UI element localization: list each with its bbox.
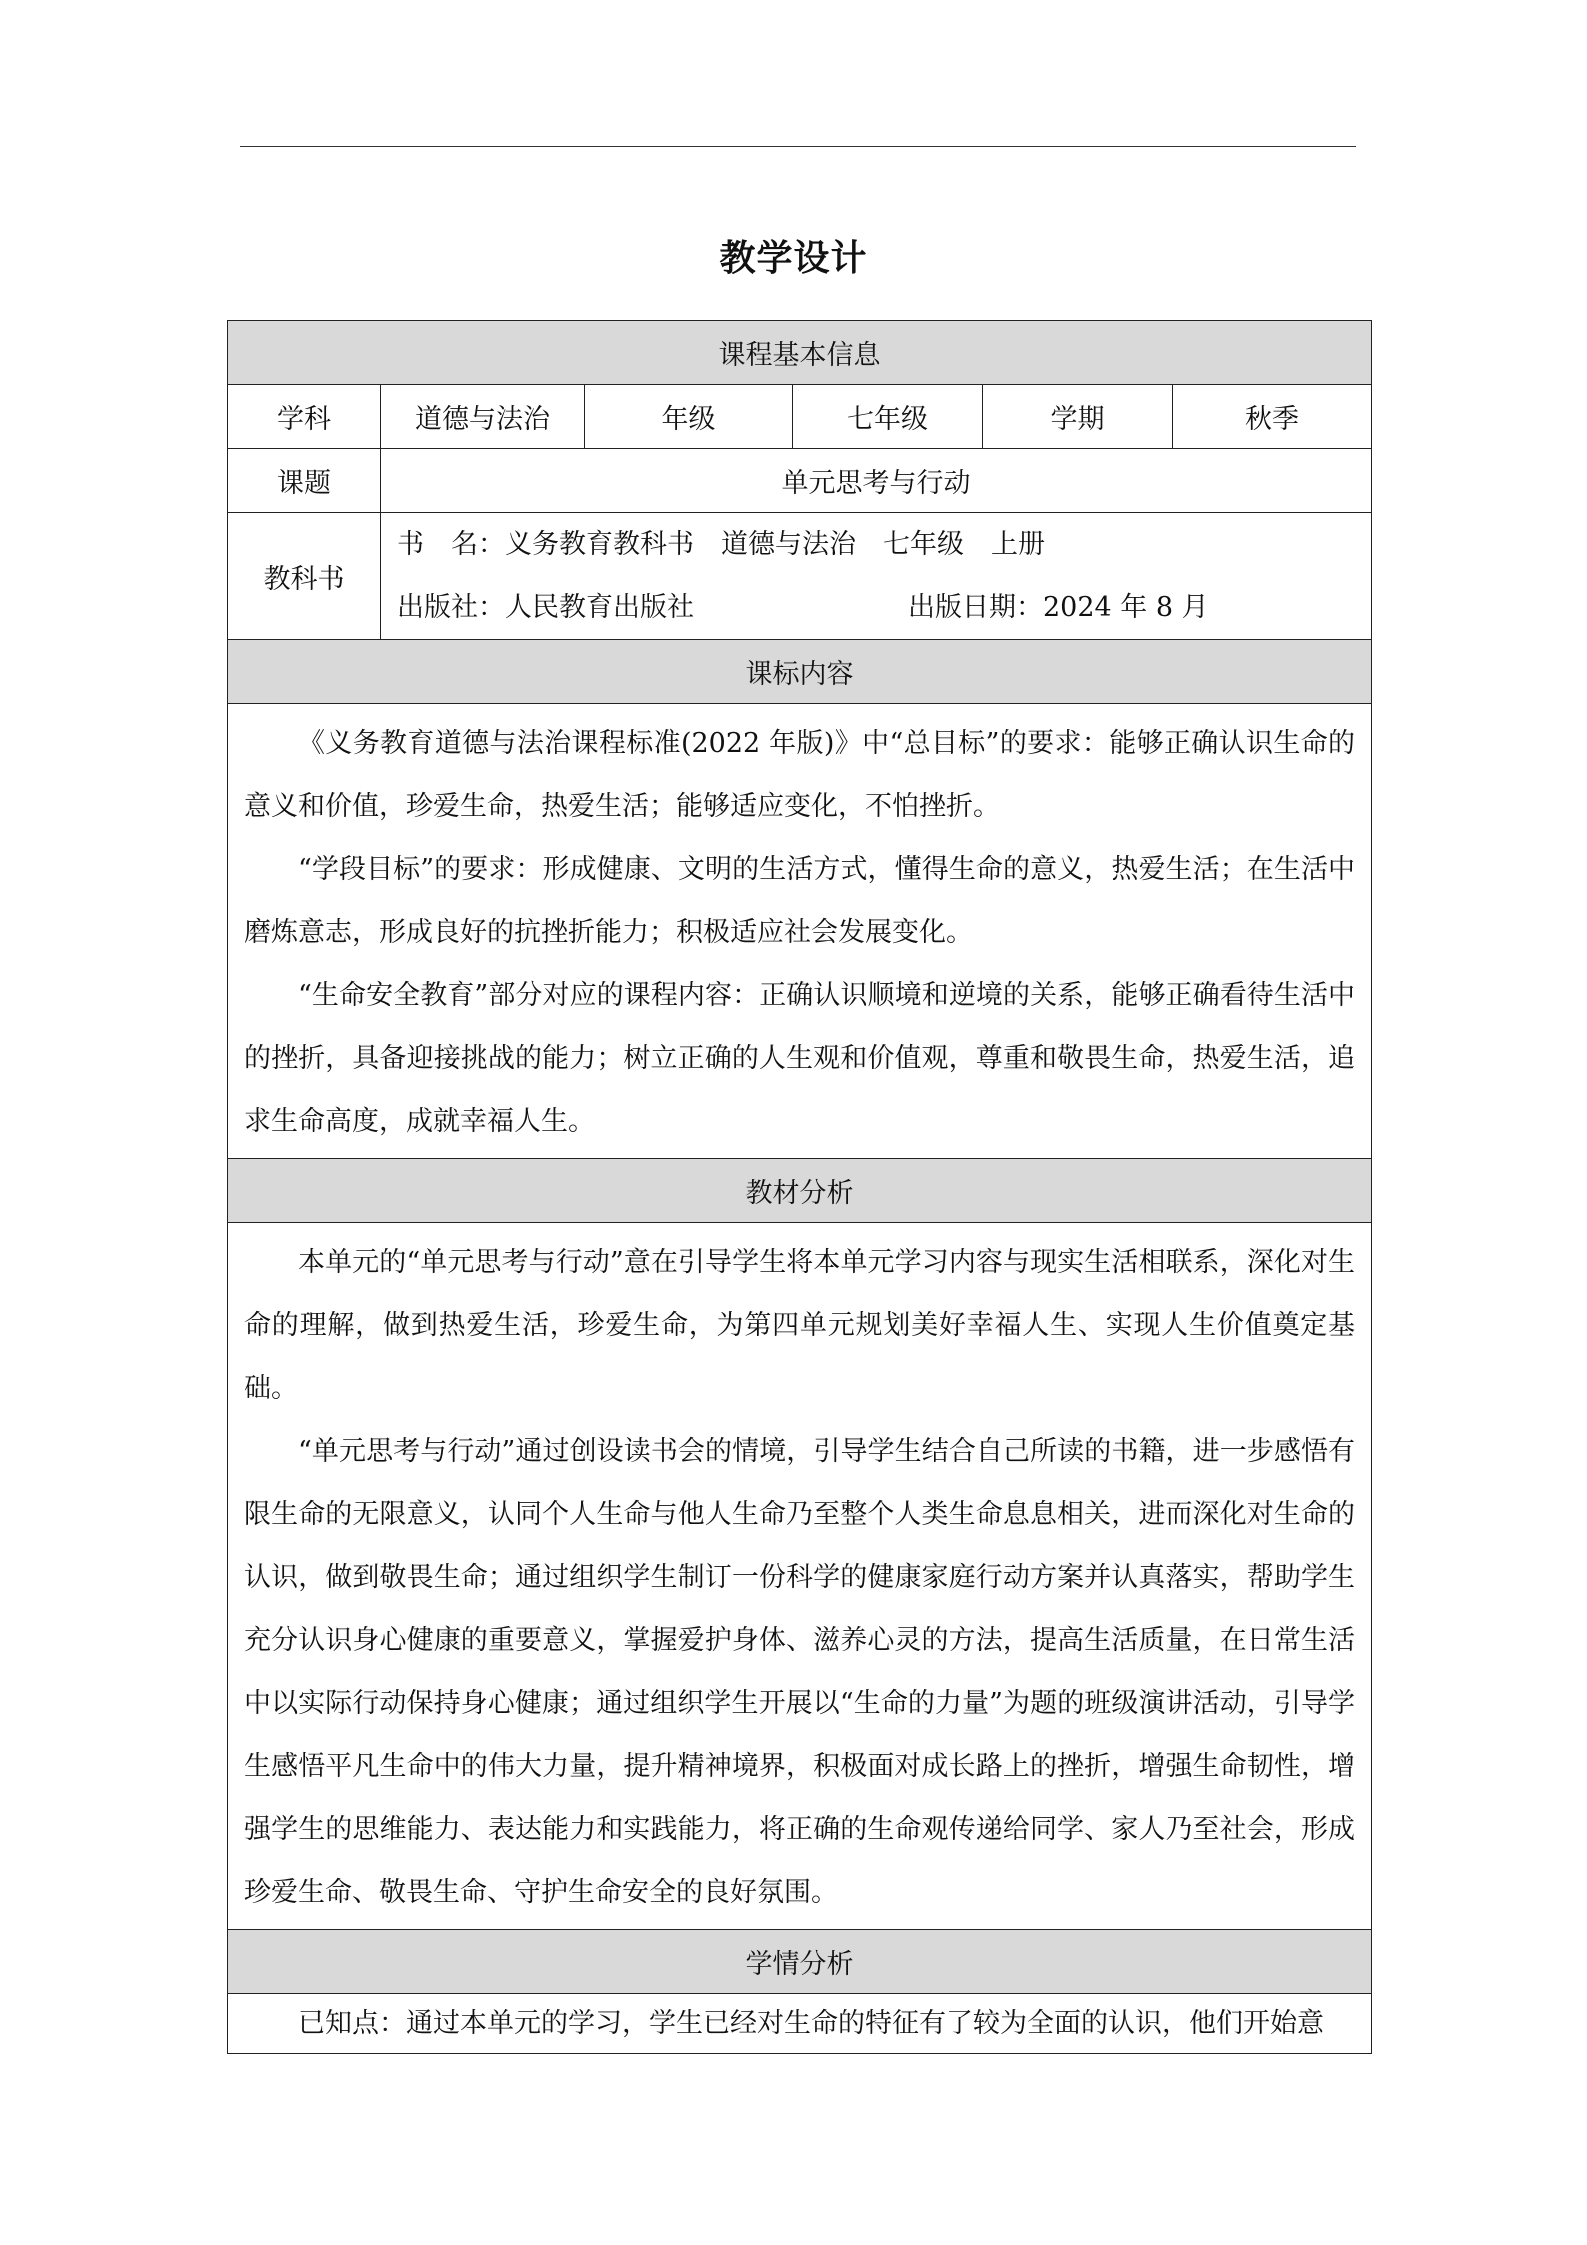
subject-label: 学科 <box>228 385 381 449</box>
textbook-label: 教科书 <box>228 513 381 640</box>
topic-label: 课题 <box>228 449 381 513</box>
header-rule <box>240 146 1356 147</box>
publisher-text: 出版社：人民教育出版社 <box>397 592 694 623</box>
section-standards: 课标内容 <box>228 640 1372 704</box>
publish-date: 出版日期：2024 年 8 月 <box>908 592 1209 623</box>
publisher-line <box>397 576 1371 639</box>
standards-paragraph: “学段目标”的要求：形成健康、文明的生活方式，懂得生命的意义，热爱生活；在生活中磨炼意志，形成良好的抗挫折能力；积极适应社会发展变化。 <box>244 854 1356 948</box>
textbook-info <box>381 513 1372 640</box>
term-label: 学期 <box>983 385 1173 449</box>
topic-value: 单元思考与行动 <box>381 449 1372 513</box>
section-learner-analysis: 学情分析 <box>228 1930 1372 1994</box>
section-basic-info: 课程基本信息 <box>228 321 1372 385</box>
material-analysis-content <box>228 1223 1372 1930</box>
term-value: 秋季 <box>1173 385 1372 449</box>
standards-paragraph: “生命安全教育”部分对应的课程内容：正确认识顺境和逆境的关系，能够正确看待生活中的挫折，具备迎接挑战的能力；树立正确的人生观和价值观，尊重和敬畏生命，热爱生活，追求生命高度，成就幸福人生。 <box>244 980 1356 1137</box>
learner-analysis-content <box>228 1994 1372 2054</box>
book-title-line: 书 名：义务教育教科书 道德与法治 七年级 上册 <box>397 529 1045 560</box>
standards-content <box>228 704 1372 1159</box>
grade-value: 七年级 <box>793 385 983 449</box>
material-paragraph: “单元思考与行动”通过创设读书会的情境，引导学生结合自己所读的书籍，进一步感悟有限生命的无限意义，认同个人生命与他人生命乃至整个人类生命息息相关，进而深化对生命的认识，做到敬畏生命；通过组织学生制订一份科学的健康家庭行动方案并认真落实，帮助学生充分认识身心健康的重要意义，掌握爱护身体、滋养心灵的方法，提高生活质量，在日常生活中以实际行动保持身心健康；通过组织学生开展以“生命的力量”为题的班级演讲活动，引导学生感悟平凡生命中的伟大力量，提升精神境界，积极面对成长路上的挫折，增强生命韧性，增强学生的思维能力、表达能力和实践能力，将正确的生命观传递给同学、家人乃至社会，形成珍爱生命、敬畏生命、守护生命安全的良好氛围。 <box>244 1436 1356 1908</box>
lesson-design-table <box>227 320 1372 2054</box>
standards-paragraph: 《义务教育道德与法治课程标准(2022 年版)》中“总目标”的要求：能够正确认识生命的意义和价值，珍爱生命，热爱生活；能够适应变化，不怕挫折。 <box>244 728 1356 822</box>
material-paragraph: 本单元的“单元思考与行动”意在引导学生将本单元学习内容与现实生活相联系，深化对生命的理解，做到热爱生活，珍爱生命，为第四单元规划美好幸福人生、实现人生价值奠定基础。 <box>244 1247 1356 1404</box>
learner-paragraph: 已知点：通过本单元的学习，学生已经对生命的特征有了较为全面的认识，他们开始意 <box>298 2008 1324 2039</box>
grade-label: 年级 <box>585 385 793 449</box>
document-title: 教学设计 <box>719 237 868 279</box>
subject-value: 道德与法治 <box>381 385 585 449</box>
section-material-analysis: 教材分析 <box>228 1159 1372 1223</box>
